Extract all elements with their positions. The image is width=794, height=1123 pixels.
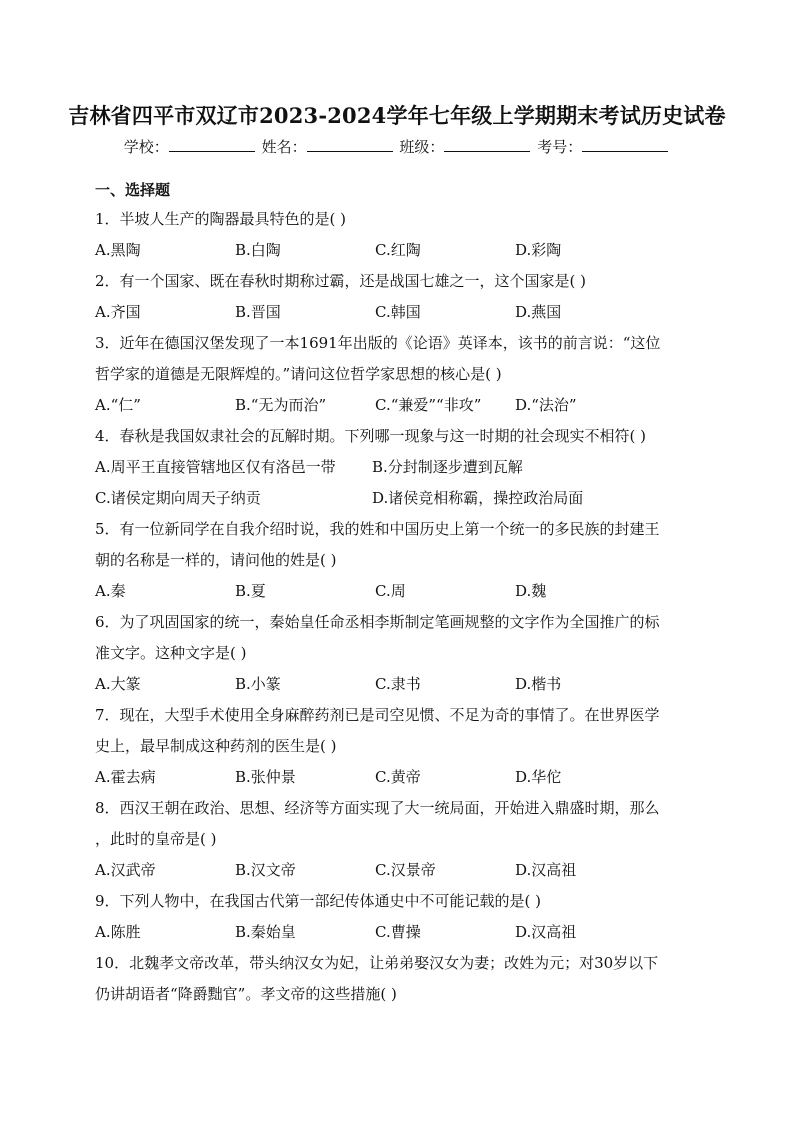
exam-no-blank[interactable]	[582, 137, 668, 152]
question-2	[95, 266, 705, 297]
question-text: 5．有一位新同学在自我介绍时说，我的姓和中国历史上第一个统一的多民族的封建王	[95, 520, 660, 538]
options-2	[95, 297, 705, 328]
option-c: C.红陶	[375, 241, 421, 259]
option-d: D.楷书	[515, 675, 562, 693]
options-6	[95, 669, 705, 700]
options-8	[95, 855, 705, 886]
question-8	[95, 793, 705, 855]
class-label: 班级：	[399, 138, 445, 156]
option-b: B.“无为而治”	[235, 396, 327, 414]
option-d: D.“法治”	[515, 396, 577, 414]
option-a: A.陈胜	[95, 923, 141, 941]
option-a: A.齐国	[95, 303, 141, 321]
question-9	[95, 886, 705, 917]
option-d: D.魏	[515, 582, 547, 600]
question-text: 1．半坡人生产的陶器最具特色的是( )	[95, 210, 347, 228]
option-b: B.张仲景	[235, 768, 296, 786]
option-d: D.彩陶	[515, 241, 562, 259]
question-text: 朝的名称是一样的，请问他的姓是( )	[95, 551, 337, 569]
question-10	[95, 948, 705, 1010]
options-7	[95, 762, 705, 793]
question-text: ，此时的皇帝是( )	[95, 830, 217, 848]
option-c: C.汉景帝	[375, 861, 436, 879]
school-label: 学校：	[123, 138, 169, 156]
option-c: C.周	[375, 582, 406, 600]
question-text: 史上，最早制成这种药剂的医生是( )	[95, 737, 337, 755]
option-d: D.诸侯竞相称霸，操控政治局面	[372, 489, 584, 507]
question-text: 6．为了巩固国家的统一，秦始皇任命丞相李斯制定笔画规整的文字作为全国推广的标	[95, 613, 660, 631]
question-6	[95, 607, 705, 669]
option-b: B.秦始皇	[235, 923, 296, 941]
option-d: D.汉高祖	[515, 861, 577, 879]
option-b: B.分封制逐步遭到瓦解	[372, 458, 523, 476]
question-text: 3．近年在德国汉堡发现了一本1691年出版的《论语》英译本，该书的前言说：“这位	[95, 334, 661, 352]
name-label: 姓名：	[261, 138, 307, 156]
option-a: A.黑陶	[95, 241, 141, 259]
option-d: D.汉高祖	[515, 923, 577, 941]
option-c: C.“兼爱”“非攻”	[375, 396, 482, 414]
option-b: B.汉文帝	[235, 861, 296, 879]
option-a: A.汉武帝	[95, 861, 156, 879]
question-text: 仍讲胡语者“降爵黜官”。孝文帝的这些措施( )	[95, 985, 397, 1003]
question-5	[95, 514, 705, 576]
class-blank[interactable]	[444, 137, 530, 152]
option-d: D.燕国	[515, 303, 562, 321]
option-a: A.大篆	[95, 675, 141, 693]
option-a: A.周平王直接管辖地区仅有洛邑一带	[95, 458, 336, 476]
options-1	[95, 235, 705, 266]
options-4-row-1	[95, 452, 705, 483]
page-title: 吉林省四平市双辽市2023-2024学年七年级上学期期末考试历史试卷	[68, 103, 726, 128]
question-text: 7．现在，大型手术使用全身麻醉药剂已是司空见惯、不足为奇的事情了。在世界医学	[95, 706, 660, 724]
option-a: A.秦	[95, 582, 126, 600]
question-text: 10．北魏孝文帝改革，带头纳汉女为妃，让弟弟娶汉女为妻；改姓为元；对30岁以下	[95, 954, 659, 972]
question-text: 准文字。这种文字是( )	[95, 644, 247, 662]
question-text: 8．西汉王朝在政治、思想、经济等方面实现了大一统局面，开始进入鼎盛时期，那么	[95, 799, 660, 817]
options-4-row-2	[95, 483, 705, 514]
option-b: B.小篆	[235, 675, 281, 693]
options-5	[95, 576, 705, 607]
options-3	[95, 390, 705, 421]
option-b: B.夏	[235, 582, 266, 600]
option-a: A.“仁”	[95, 396, 141, 414]
question-text: 4．春秋是我国奴隶社会的瓦解时期。下列哪一现象与这一时期的社会现实不相符( )	[95, 427, 647, 445]
question-content	[95, 180, 705, 1010]
option-a: A.霍去病	[95, 768, 156, 786]
option-c: C.曹操	[375, 923, 421, 941]
question-text: 2．有一个国家、既在春秋时期称过霸，还是战国七雄之一，这个国家是( )	[95, 272, 587, 290]
question-4	[95, 421, 705, 452]
options-9	[95, 917, 705, 948]
exam-no-label: 考号：	[537, 138, 583, 156]
option-b: B.晋国	[235, 303, 281, 321]
question-7	[95, 700, 705, 762]
option-d: D.华佗	[515, 768, 562, 786]
name-blank[interactable]	[307, 137, 393, 152]
school-blank[interactable]	[169, 137, 255, 152]
question-1	[95, 204, 705, 235]
option-c: C.韩国	[375, 303, 421, 321]
option-b: B.白陶	[235, 241, 281, 259]
question-text: 哲学家的道德是无限辉煌的。”请问这位哲学家思想的核心是( )	[95, 365, 502, 383]
option-c: C.隶书	[375, 675, 421, 693]
question-3	[95, 328, 705, 390]
option-c: C.黄帝	[375, 768, 421, 786]
question-text: 9．下列人物中，在我国古代第一部纪传体通史中不可能记载的是( )	[95, 892, 542, 910]
option-c: C.诸侯定期向周天子纳贡	[95, 489, 261, 507]
section-heading: 一、选择题	[95, 181, 171, 199]
student-info-row	[0, 136, 794, 157]
